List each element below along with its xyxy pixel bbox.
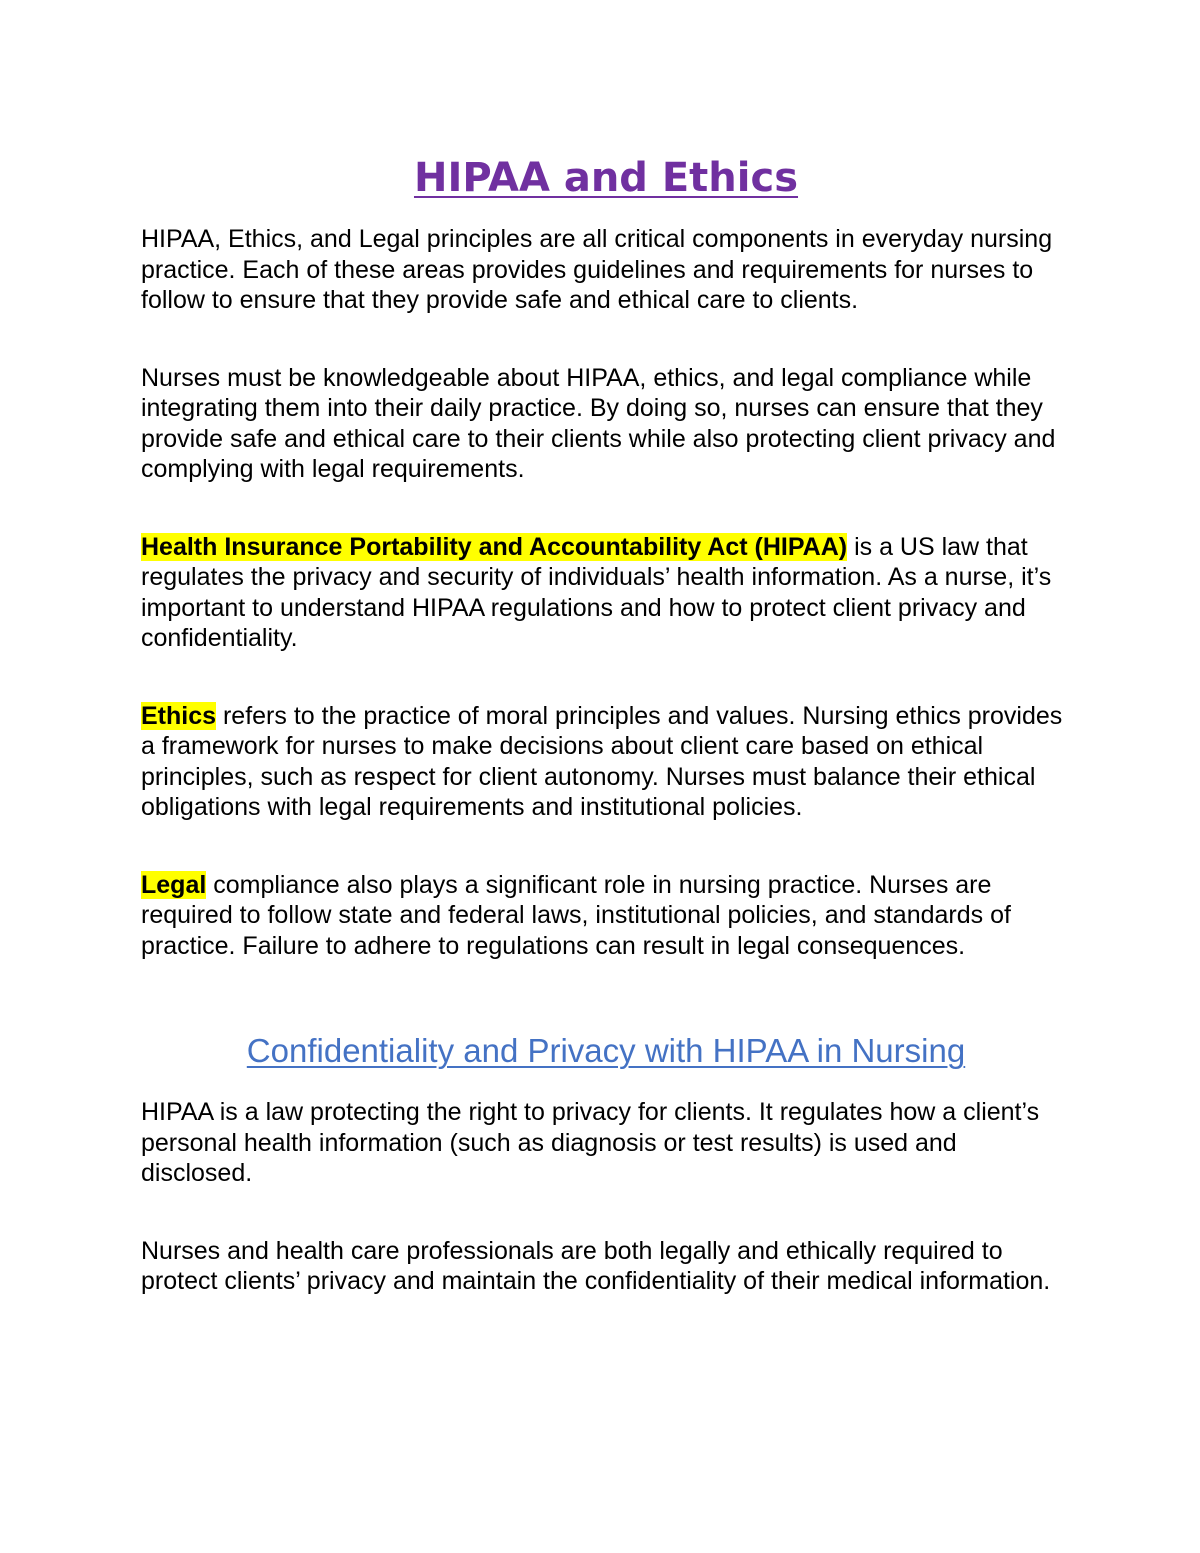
highlighted-term-ethics: Ethics xyxy=(141,701,217,730)
intro-paragraph-2: Nurses must be knowledgeable about HIPAA, ethics, and legal compliance while integrating them into their daily practice. By doing so, nurses can ensure that they provide safe and ethical care to their clients while also protecting client privacy and complying with legal requirements. xyxy=(141,363,1056,483)
highlighted-term-legal: Legal xyxy=(141,870,207,899)
highlighted-term-hipaa: Health Insurance Portability and Accountability Act (HIPAA) xyxy=(141,532,848,561)
definition-ethics-text: refers to the practice of moral principles and values. Nursing ethics provides a framework for nurses to make decisions about client care based on ethical principles, such as respect for client autonomy. Nurses must balance their ethical obligations with legal requirements and institutional policies. xyxy=(141,701,1063,821)
definition-legal-text: compliance also plays a significant role in nursing practice. Nurses are required to follow state and federal laws, institutional policies, and standards of practice. Failure to adhere to regulations can result in legal consequences. xyxy=(141,870,1011,960)
definition-hipaa xyxy=(141,532,1071,654)
section-paragraph-2: Nurses and health care professionals are both legally and ethically required to protect clients’ privacy and maintain the confidentiality of their medical information. xyxy=(141,1236,1051,1295)
document-body xyxy=(141,150,1071,1297)
definition-ethics xyxy=(141,701,1071,823)
section-title: Confidentiality and Privacy with HIPAA in Nursing xyxy=(246,1032,966,1069)
document-title: HIPAA and Ethics xyxy=(413,155,799,201)
intro-paragraph-1: HIPAA, Ethics, and Legal principles are all critical components in everyday nursing practice. Each of these areas provides guidelines and requirements for nurses to follow to ensure that they provide safe and ethical care to clients. xyxy=(141,225,1053,314)
definition-legal xyxy=(141,870,1071,962)
definition-hipaa-text: is a US law that regulates the privacy and security of individuals’ health information. As a nurse, it’s important to understand HIPAA regulations and how to protect client privacy and confidentiality. xyxy=(141,532,1052,652)
section-paragraph-1: HIPAA is a law protecting the right to privacy for clients. It regulates how a client’s personal health information (such as diagnosis or test results) is used and disclosed. xyxy=(141,1098,1040,1187)
